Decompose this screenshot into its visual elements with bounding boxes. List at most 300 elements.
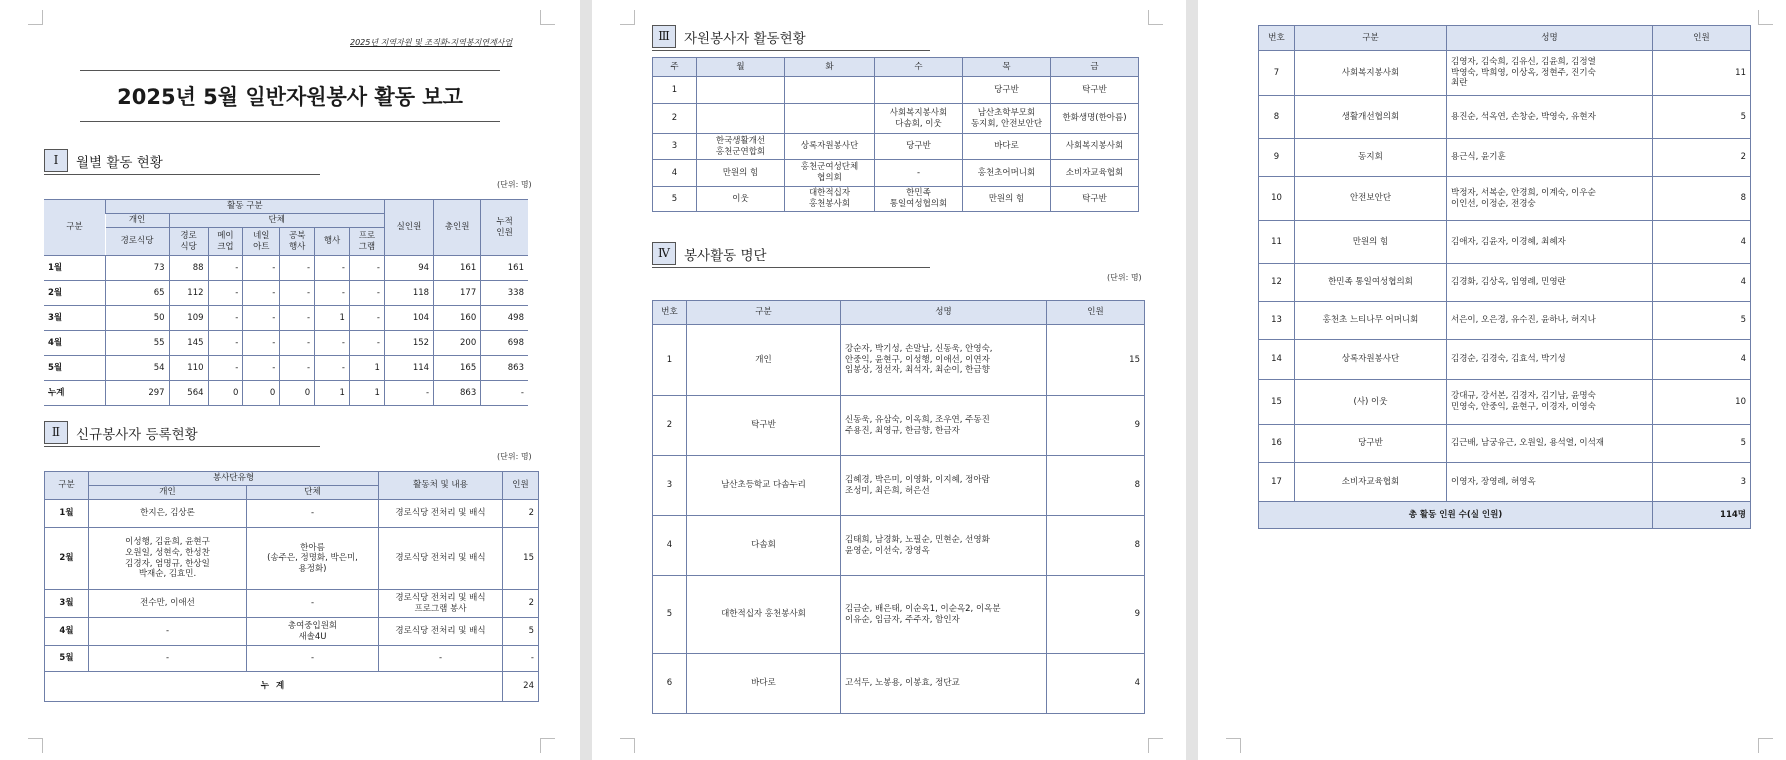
table-cell: [875, 77, 963, 104]
table-row: [45, 646, 539, 672]
table-cell: 2: [503, 590, 539, 618]
table-cell: 남산초학부모회 동지회, 안전보안단: [963, 104, 1051, 134]
table-cell: 177: [434, 281, 481, 306]
table-cell: 118: [384, 281, 433, 306]
table-row: [1259, 221, 1751, 264]
page-3: [1198, 0, 1786, 760]
table-cell: 4: [1653, 264, 1751, 302]
table-cell: 9: [1047, 396, 1145, 456]
table-row: [44, 256, 528, 281]
crop-mark: [540, 10, 555, 25]
col-header: 단체: [169, 214, 384, 228]
table-row: [653, 396, 1145, 456]
table-cell: 8: [1047, 456, 1145, 516]
table-cell: -: [208, 256, 243, 281]
table-cell: 홍천초 느티나무 어머니회: [1295, 302, 1447, 340]
table-cell: 8: [1259, 96, 1295, 139]
table-cell: -: [208, 356, 243, 381]
table-cell: -: [89, 618, 247, 646]
table-cell: 9: [1047, 576, 1145, 654]
table-cell: 경로식당 전처리 및 배식: [379, 500, 503, 528]
new-volunteer-table: [44, 471, 539, 702]
col-header: 월: [697, 58, 785, 77]
table-row: [1259, 425, 1751, 463]
col-header: 경로 식당: [169, 228, 208, 256]
table-cell: 1: [315, 381, 350, 406]
table-cell: 17: [1259, 463, 1295, 502]
table-cell: 7: [1259, 51, 1295, 96]
table-row: [44, 331, 528, 356]
table-cell: 4: [653, 160, 697, 187]
table-cell: 김금순, 배은태, 이순옥1, 이순옥2, 이옥분 이유순, 임금자, 주주자, 함인자: [841, 576, 1047, 654]
table-cell: 10: [1259, 177, 1295, 221]
table-cell: 5: [1653, 96, 1751, 139]
table-cell: 863: [481, 356, 528, 381]
total-value: 114명: [1653, 502, 1751, 529]
table-cell: 총여중입원회 새솔4U: [247, 618, 379, 646]
table-cell: 55: [106, 331, 170, 356]
table-cell: 13: [1259, 302, 1295, 340]
header-note: 2025년 지역자원 및 조직화-지역봉지연계사업: [350, 38, 513, 47]
table-row: [1259, 380, 1751, 425]
table-cell: 88: [169, 256, 208, 281]
table-cell: 338: [481, 281, 528, 306]
table-cell: 서은이, 오은경, 유수진, 윤하나, 허지나: [1447, 302, 1653, 340]
crop-mark: [1148, 10, 1163, 25]
table-cell: 3: [653, 456, 687, 516]
col-header: 구분: [44, 200, 106, 256]
table-cell: 5월: [45, 646, 89, 672]
table-cell: 경로식당 전처리 및 배식 프로그램 봉사: [379, 590, 503, 618]
table-cell: 73: [106, 256, 170, 281]
table-row: [1259, 51, 1751, 96]
table-cell: 0: [243, 381, 280, 406]
crop-mark: [1226, 738, 1241, 753]
table-cell: 2: [653, 396, 687, 456]
table-row: [44, 281, 528, 306]
table-cell: 145: [169, 331, 208, 356]
table-row: [1259, 463, 1751, 502]
col-header: 구분: [1295, 26, 1447, 51]
table-cell: -: [247, 500, 379, 528]
table-cell: 4: [1653, 221, 1751, 264]
table-cell: 0: [208, 381, 243, 406]
table-row: [1259, 177, 1751, 221]
section-2-title: 신규봉사자 등록현황: [76, 426, 198, 443]
table-cell: -: [349, 331, 384, 356]
table-cell: -: [503, 646, 539, 672]
table-row: [1259, 96, 1751, 139]
table-cell: 2: [653, 104, 697, 134]
col-header: 개인: [106, 214, 170, 228]
table-cell: 3월: [44, 306, 106, 331]
table-cell: 110: [169, 356, 208, 381]
col-header: 누적 인원: [481, 200, 528, 256]
table-cell: 200: [434, 331, 481, 356]
table-cell: 만원의 힘: [963, 187, 1051, 212]
table-cell: 홍천군여성단체 협의회: [785, 160, 875, 187]
table-cell: 1: [653, 77, 697, 104]
section-4-heading: [652, 242, 767, 265]
table-cell: -: [247, 590, 379, 618]
table-cell: -: [349, 281, 384, 306]
table-cell: -: [280, 306, 315, 331]
col-header: 공북 행사: [280, 228, 315, 256]
table-cell: 이웃: [697, 187, 785, 212]
table-cell: 152: [384, 331, 433, 356]
table-cell: 4: [653, 516, 687, 576]
col-header: 금: [1051, 58, 1139, 77]
section-1-heading: [44, 149, 163, 172]
table-cell: 2월: [44, 281, 106, 306]
col-header: 화: [785, 58, 875, 77]
col-header: 번호: [653, 301, 687, 325]
table-cell: 10: [1653, 380, 1751, 425]
table-row: [653, 77, 1139, 104]
table-cell: -: [208, 306, 243, 331]
table-cell: 2: [1653, 139, 1751, 177]
crop-mark: [1148, 738, 1163, 753]
table-cell: 1: [653, 325, 687, 396]
table-row: [44, 381, 528, 406]
title-bottom-rule: [80, 121, 500, 122]
table-cell: 바다로: [687, 654, 841, 714]
table-cell: 11: [1259, 221, 1295, 264]
col-header: 성명: [841, 301, 1047, 325]
table-row: [653, 160, 1139, 187]
table-cell: 김영자, 김숙희, 김유신, 김윤희, 김정열 박영숙, 박희영, 이상옥, 정현주, 진기숙 최란: [1447, 51, 1653, 96]
table-row: [1259, 340, 1751, 380]
table-cell: -: [315, 331, 350, 356]
col-header: 활동처 및 내용: [379, 472, 503, 500]
table-row: [45, 528, 539, 590]
col-header: 수: [875, 58, 963, 77]
table-cell: -: [243, 281, 280, 306]
section-1-title: 월별 활동 현황: [76, 154, 163, 171]
table-cell: 동지회: [1295, 139, 1447, 177]
table-cell: -: [247, 646, 379, 672]
table-cell: 3: [653, 134, 697, 160]
table-cell: -: [280, 356, 315, 381]
col-header: 경로식당: [106, 228, 170, 256]
monthly-activity-table: [44, 199, 528, 406]
table-cell: 3월: [45, 590, 89, 618]
table-cell: 104: [384, 306, 433, 331]
table-cell: 5: [1653, 425, 1751, 463]
table-cell: 대한적십자 홍천봉사회: [687, 576, 841, 654]
table-cell: 15: [1259, 380, 1295, 425]
table-cell: 누계: [44, 381, 106, 406]
page-1: [0, 0, 580, 760]
table-cell: 1월: [44, 256, 106, 281]
table-cell: -: [280, 256, 315, 281]
volunteer-list-table-2: [1258, 25, 1751, 529]
table-row: [653, 654, 1145, 714]
table-cell: 2월: [45, 528, 89, 590]
table-cell: 2: [503, 500, 539, 528]
table-row: [45, 500, 539, 528]
title-top-rule: [80, 70, 500, 71]
table-cell: 161: [434, 256, 481, 281]
table-cell: 개인: [687, 325, 841, 396]
table-cell: 4: [1047, 654, 1145, 714]
unit-label: (단위: 명): [1107, 273, 1142, 282]
table-cell: -: [379, 646, 503, 672]
table-cell: 경로식당 전처리 및 배식: [379, 618, 503, 646]
table-cell: [785, 77, 875, 104]
table-cell: [697, 77, 785, 104]
table-cell: 사회복지봉사회: [1295, 51, 1447, 96]
section-1-number: Ⅰ: [44, 149, 68, 172]
table-cell: 홍천초어머니회: [963, 160, 1051, 187]
col-header: 총인원: [434, 200, 481, 256]
table-cell: 당구반: [963, 77, 1051, 104]
table-cell: 소비자교육협회: [1051, 160, 1139, 187]
table-cell: 8: [1653, 177, 1751, 221]
table-cell: 한국생활개선 홍천군연합회: [697, 134, 785, 160]
section-2-number: Ⅱ: [44, 421, 68, 444]
crop-mark: [1758, 738, 1773, 753]
table-cell: 상록자원봉사단: [1295, 340, 1447, 380]
col-header: 주: [653, 58, 697, 77]
col-header: 단체: [247, 486, 379, 500]
table-cell: 강대규, 강서본, 김경자, 김기남, 윤명숙 민영숙, 안중익, 윤현구, 이경자, 이영숙: [1447, 380, 1653, 425]
table-cell: 112: [169, 281, 208, 306]
table-cell: [697, 104, 785, 134]
table-cell: 1월: [45, 500, 89, 528]
table-row: [45, 618, 539, 646]
table-row: [1259, 302, 1751, 340]
col-header: 인원: [503, 472, 539, 500]
col-header: 번호: [1259, 26, 1295, 51]
table-row: [653, 187, 1139, 212]
table-cell: -: [315, 281, 350, 306]
table-cell: 사회복지봉사회: [1051, 134, 1139, 160]
total-label: 누 계: [45, 672, 503, 702]
table-cell: 다솜회: [687, 516, 841, 576]
col-header: 행사: [315, 228, 350, 256]
col-header: 목: [963, 58, 1051, 77]
section-divider: [652, 50, 930, 51]
table-cell: -: [208, 331, 243, 356]
table-cell: -: [280, 281, 315, 306]
col-header: 개인: [89, 486, 247, 500]
table-cell: 남산초등학교 다솜누리: [687, 456, 841, 516]
table-cell: 상록자원봉사단: [785, 134, 875, 160]
table-cell: 1: [349, 356, 384, 381]
table-cell: -: [243, 331, 280, 356]
table-row: [44, 306, 528, 331]
table-cell: 김경순, 김경숙, 김효석, 박기성: [1447, 340, 1653, 380]
table-cell: 6: [653, 654, 687, 714]
section-4-number: Ⅳ: [652, 242, 676, 265]
table-cell: 5: [653, 576, 687, 654]
section-divider: [652, 267, 930, 268]
table-cell: -: [315, 356, 350, 381]
table-cell: -: [243, 356, 280, 381]
section-4-title: 봉사활동 명단: [684, 247, 767, 264]
table-cell: 564: [169, 381, 208, 406]
table-cell: -: [89, 646, 247, 672]
table-cell: 당구반: [1295, 425, 1447, 463]
table-cell: 0: [280, 381, 315, 406]
table-cell: 신동욱, 유삼숙, 이옥희, 조우연, 주동진 주용진, 최영규, 한금향, 한금자: [841, 396, 1047, 456]
table-cell: 15: [503, 528, 539, 590]
table-cell: -: [243, 306, 280, 331]
table-row: [45, 590, 539, 618]
table-cell: -: [875, 160, 963, 187]
table-cell: 김혜경, 박은미, 이영화, 이지혜, 정아람 조성미, 최은희, 허은선: [841, 456, 1047, 516]
table-row: [653, 134, 1139, 160]
table-cell: 9: [1259, 139, 1295, 177]
table-cell: 1: [315, 306, 350, 331]
table-cell: 5월: [44, 356, 106, 381]
table-cell: -: [349, 256, 384, 281]
table-cell: 8: [1047, 516, 1145, 576]
table-cell: 16: [1259, 425, 1295, 463]
table-cell: 당구반: [875, 134, 963, 160]
col-header: 네일 아트: [243, 228, 280, 256]
table-cell: 5: [653, 187, 697, 212]
table-cell: 김근배, 남궁유근, 오원일, 용석열, 이석재: [1447, 425, 1653, 463]
section-2-heading: [44, 421, 198, 444]
table-row: [1259, 139, 1751, 177]
crop-mark: [28, 738, 43, 753]
table-cell: -: [208, 281, 243, 306]
table-cell: 114: [384, 356, 433, 381]
table-cell: 863: [434, 381, 481, 406]
table-cell: 생활개선협의회: [1295, 96, 1447, 139]
table-cell: -: [243, 256, 280, 281]
unit-label: (단위: 명): [497, 452, 532, 461]
table-row: [653, 456, 1145, 516]
table-cell: 94: [384, 256, 433, 281]
table-cell: 대한적십자 홍천봉사회: [785, 187, 875, 212]
unit-label: (단위: 명): [497, 180, 532, 189]
table-cell: 전수만, 이애선: [89, 590, 247, 618]
table-cell: -: [315, 256, 350, 281]
table-cell: 한아름 (송주은, 정명화, 박은미, 용정화): [247, 528, 379, 590]
volunteer-list-table-1: [652, 300, 1145, 714]
crop-mark: [28, 10, 43, 25]
weekly-schedule-table: [652, 57, 1139, 212]
col-header: 인원: [1047, 301, 1145, 325]
crop-mark: [620, 10, 635, 25]
table-cell: 한민족 통일여성협의회: [875, 187, 963, 212]
col-header: 프로 그램: [349, 228, 384, 256]
table-cell: 경로식당 전처리 및 배식: [379, 528, 503, 590]
table-cell: 바다로: [963, 134, 1051, 160]
table-cell: 용진순, 석옥연, 손창순, 박영숙, 유현자: [1447, 96, 1653, 139]
col-header: 구분: [687, 301, 841, 325]
table-cell: 165: [434, 356, 481, 381]
table-cell: 소비자교육협회: [1295, 463, 1447, 502]
section-divider: [44, 446, 320, 447]
total-value: 24: [503, 672, 539, 702]
table-cell: 698: [481, 331, 528, 356]
table-cell: 안전보안단: [1295, 177, 1447, 221]
col-header: 봉사단유형: [89, 472, 379, 486]
table-cell: 한지은, 김상론: [89, 500, 247, 528]
table-cell: -: [349, 306, 384, 331]
table-cell: -: [280, 331, 315, 356]
table-cell: 한민족 통일여성협의회: [1295, 264, 1447, 302]
page-title: 2025년 5월 일반자원봉사 활동 보고: [117, 85, 463, 109]
table-cell: 사회복지봉사회 다솜회, 이웃: [875, 104, 963, 134]
table-cell: 109: [169, 306, 208, 331]
col-header: 성명: [1447, 26, 1653, 51]
table-row: [653, 104, 1139, 134]
table-cell: 4: [1653, 340, 1751, 380]
table-cell: 탁구반: [687, 396, 841, 456]
table-row: [653, 516, 1145, 576]
col-header: 실인원: [384, 200, 433, 256]
table-cell: 만원의 힘: [1295, 221, 1447, 264]
table-cell: 김경화, 김상옥, 임영례, 민영란: [1447, 264, 1653, 302]
table-cell: 1: [349, 381, 384, 406]
table-cell: 11: [1653, 51, 1751, 96]
section-3-heading: [652, 25, 806, 48]
table-cell: 고석두, 노봉용, 이봉효, 정단교: [841, 654, 1047, 714]
table-cell: [785, 104, 875, 134]
page-2: [592, 0, 1186, 760]
section-3-title: 자원봉사자 활동현황: [684, 30, 806, 47]
table-cell: 5: [503, 618, 539, 646]
table-cell: 12: [1259, 264, 1295, 302]
table-cell: 박정자, 서복순, 안경희, 이계숙, 이우순 이인선, 이정순, 전경숭: [1447, 177, 1653, 221]
table-cell: 14: [1259, 340, 1295, 380]
table-cell: 강순자, 박기성, 손말남, 신동욱, 안영숙, 안중익, 윤현구, 이성행, 이애선, 이연자 임봉상, 정선자, 최석자, 최순이, 한금향: [841, 325, 1047, 396]
table-cell: 65: [106, 281, 170, 306]
table-cell: 용근식, 윤기훈: [1447, 139, 1653, 177]
total-label: 총 활동 인원 수(실 인원): [1259, 502, 1653, 529]
table-cell: 15: [1047, 325, 1145, 396]
table-cell: 탁구반: [1051, 187, 1139, 212]
table-cell: 4월: [45, 618, 89, 646]
col-header: 메이 크업: [208, 228, 243, 256]
table-row: [1259, 264, 1751, 302]
table-cell: 297: [106, 381, 170, 406]
table-cell: 김애자, 김윤자, 이경혜, 최혜자: [1447, 221, 1653, 264]
col-header: 구분: [45, 472, 89, 500]
table-cell: 탁구반: [1051, 77, 1139, 104]
table-cell: 498: [481, 306, 528, 331]
section-divider: [44, 174, 320, 175]
table-cell: 54: [106, 356, 170, 381]
table-cell: 5: [1653, 302, 1751, 340]
table-cell: -: [384, 381, 433, 406]
table-cell: 만원의 힘: [697, 160, 785, 187]
table-cell: 3: [1653, 463, 1751, 502]
table-cell: 한화생명(한아름): [1051, 104, 1139, 134]
table-cell: 김태희, 남경화, 노필순, 민현순, 선영화 윤영순, 이선숙, 장영옥: [841, 516, 1047, 576]
table-cell: 이영자, 장영례, 허영옥: [1447, 463, 1653, 502]
table-row: [44, 356, 528, 381]
crop-mark: [540, 738, 555, 753]
table-cell: 161: [481, 256, 528, 281]
table-cell: (사) 이웃: [1295, 380, 1447, 425]
table-cell: 50: [106, 306, 170, 331]
col-header: 활동 구분: [106, 200, 385, 214]
section-3-number: Ⅲ: [652, 25, 676, 48]
col-header: 인원: [1653, 26, 1751, 51]
table-row: [653, 325, 1145, 396]
crop-mark: [1758, 10, 1773, 25]
table-cell: 4월: [44, 331, 106, 356]
table-cell: 이성행, 김윤희, 윤현구 오원일, 성현숙, 한성찬 김경자, 엄명규, 한상일 박재순, 김효민.: [89, 528, 247, 590]
table-cell: 160: [434, 306, 481, 331]
crop-mark: [620, 738, 635, 753]
